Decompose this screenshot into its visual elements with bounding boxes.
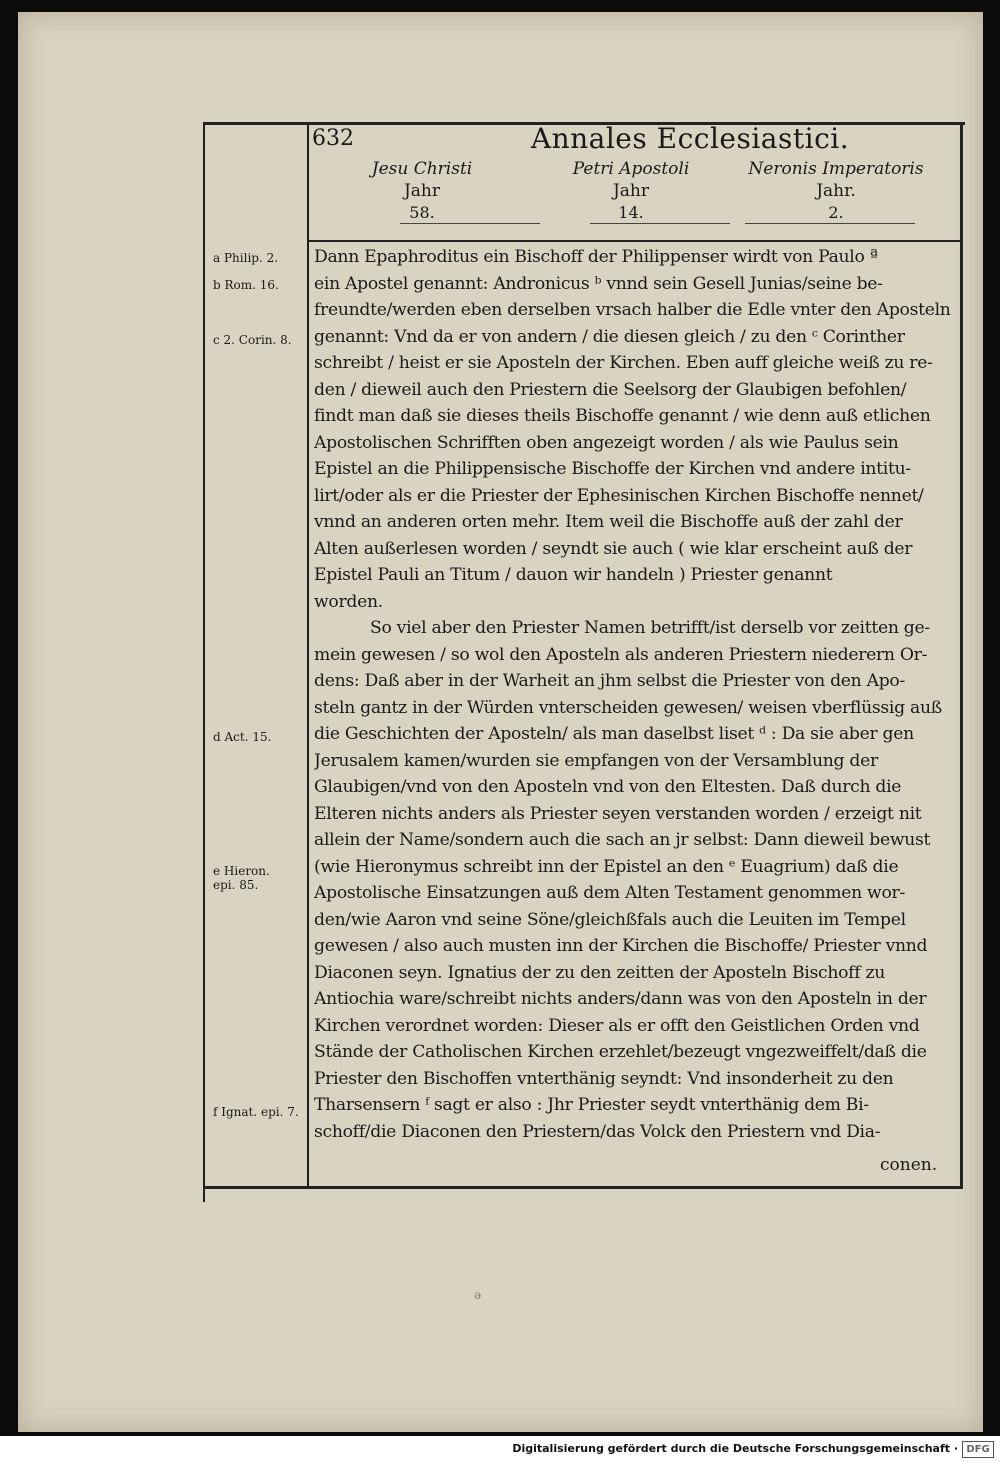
text-line: lirt/oder als er die Priester der Ephesinischen Kirchen Bischoffe nennet/ — [314, 485, 924, 506]
running-head: Annales Ecclesiastici. — [530, 122, 850, 155]
text-line: worden. — [314, 591, 383, 612]
text-line: den / dieweil auch den Priestern die Seelsorg der Glaubigen befohlen/ — [314, 379, 907, 400]
margin-column-rule — [307, 125, 309, 1187]
text-line: vnnd an anderen orten mehr. Item weil die Bischoffe auß der zahl der — [314, 512, 903, 532]
column-name: Neronis Imperatoris — [748, 159, 924, 179]
catchword: conen. — [880, 1155, 938, 1175]
text-line: den/wie Aaron vnd seine Söne/gleichßfals auch die Leuiten im Tempel — [314, 909, 906, 930]
text-line: Apostolische Einsatzungen auß dem Alten Testament genommen wor- — [314, 883, 905, 903]
text-line: steln gantz in der Würden vnterscheiden gewesen/ weisen vberflüssig auß — [314, 697, 942, 718]
text-line: mein gewesen / so wol den Aposteln als anderen Priestern niederern Or- — [314, 644, 928, 665]
column-name: Jesu Christi — [371, 159, 473, 179]
frame-rule-left — [203, 122, 205, 1202]
margin-note: e Hieron. epi. 85. — [213, 864, 270, 892]
text-line: Antiochia ware/schreibt nichts anders/dann was von den Aposteln in der — [314, 989, 927, 1009]
text-line: So viel aber den Priester Namen betrifft/ist derselb vor zeitten ge- — [370, 618, 930, 638]
column-year: 2. — [828, 203, 844, 222]
body-text — [314, 244, 962, 1145]
text-line: Elteren nichts anders als Priester seyen verstanden worden / erzeigt nit — [314, 803, 922, 824]
column-name: Petri Apostoli — [572, 159, 690, 179]
page-number: 632 — [312, 126, 354, 151]
text-line: Dann Epaphroditus ein Bischoff der Philippenser wirdt von Paulo ª — [314, 247, 878, 267]
text-line: Tharsensern ᶠ sagt er also : Jhr Priester seydt vnterthänig dem Bi- — [314, 1095, 869, 1115]
text-line: Glaubigen/vnd von den Aposteln vnd von den Eltesten. Daß durch die — [314, 777, 902, 797]
text-line: freundte/werden eben derselben vrsach halber die Edle vnter den Aposteln — [314, 300, 951, 320]
text-line: Kirchen verordnet worden: Dieser als er offt den Geistlichen Orden vnd — [314, 1015, 920, 1036]
text-line: Alten außerlesen worden / seyndt sie auch ( wie klar erscheint auß der — [314, 538, 913, 559]
column-head-neronis — [731, 158, 941, 224]
text-line: ein Apostel genannt: Andronicus ᵇ vnnd sein Gesell Junias/seine be- — [314, 273, 883, 294]
text-line: die Geschichten der Aposteln/ als man daselbst liset ᵈ : Da sie aber gen — [314, 724, 914, 744]
column-label: Jahr — [403, 181, 441, 201]
text-line: (wie Hieronymus schreibt inn der Epistel an den ᵉ Euagrium) daß die — [314, 856, 899, 877]
footer-bar — [0, 1436, 1000, 1462]
text-line: Apostolischen Schrifften oben angezeigt worden / als wie Paulus sein — [314, 432, 899, 453]
text-line: dens: Daß aber in der Warheit an jhm selbst die Priester von den Apo- — [314, 671, 905, 691]
column-label: Jahr — [612, 181, 650, 201]
footer-credit: Digitalisierung gefördert durch die Deutsche Forschungsgemeinschaft · — [512, 1442, 958, 1455]
text-line: Epistel Pauli an Titum / dauon wir handeln ) Priester genannt — [314, 565, 833, 585]
column-head-petri — [531, 158, 731, 224]
text-line: allein der Name/sondern auch die sach an jr selbst: Dann dieweil bewust — [314, 830, 931, 850]
text-line: Priester den Bischoffen vnterthänig seyndt: Vnd insonderheit zu den — [314, 1068, 894, 1089]
text-line: findt man daß sie dieses theils Bischoffe genannt / wie denn auß etlichen — [314, 406, 931, 426]
dfg-logo: DFG — [962, 1441, 994, 1458]
margin-note: a Philip. 2. — [213, 251, 279, 265]
column-head-christi — [322, 158, 522, 224]
column-year: 14. — [618, 203, 644, 222]
text-line: Diaconen seyn. Ignatius der zu den zeitten der Aposteln Bischoff zu — [314, 962, 885, 983]
column-label: Jahr. — [816, 181, 856, 201]
text-line: Jerusalem kamen/wurden sie empfangen von der Versamblung der — [314, 750, 878, 771]
margin-note: b Rom. 16. — [213, 278, 279, 292]
text-line: schreibt / heist er sie Aposteln der Kirchen. Eben auff gleiche weiß zu re- — [314, 353, 933, 373]
text-line: genannt: Vnd da er von andern / die diesen gleich / zu den ᶜ Corinther — [314, 326, 905, 347]
text-line: gewesen / also auch musten inn der Kirchen die Bischoffe/ Priester vnnd — [314, 936, 928, 956]
column-year: 58. — [409, 203, 435, 222]
margin-note: d Act. 15. — [213, 730, 272, 744]
frame-rule-bottom — [203, 1186, 963, 1189]
margin-note: f Ignat. epi. 7. — [213, 1105, 299, 1119]
text-line: Epistel an die Philippensische Bischoffe der Kirchen vnd andere intitu- — [314, 459, 911, 479]
margin-note: c 2. Corin. 8. — [213, 333, 292, 347]
header-rule — [309, 240, 960, 242]
text-line: Stände der Catholischen Kirchen erzehlet/bezeugt vngezweiffelt/daß die — [314, 1042, 927, 1062]
punch-mark: ə — [474, 1288, 482, 1302]
text-line: schoff/die Diaconen den Priestern/das Volck den Priestern vnd Dia- — [314, 1121, 881, 1142]
